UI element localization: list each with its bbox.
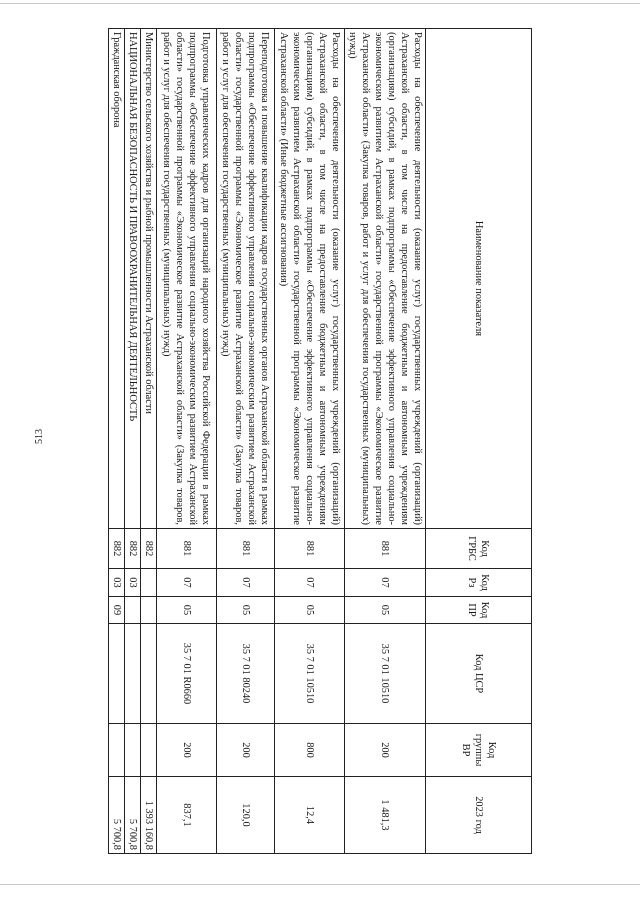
cell-name: Гражданская оборона <box>109 29 125 529</box>
cell-rz: 07 <box>217 569 275 597</box>
cell-csr: 35 7 01 R0660 <box>157 624 217 724</box>
table-row <box>141 29 157 854</box>
cell-name: Подготовка управленческих кадров для организаций народного хозяйства Российской Федерации в рамках подпрограммы «Обеспечение эффективного управления социально-экономическим развитием Астраханской области» государственной программы «Экономическое развитие Астраханской области» (Закупка товаров, работ и услуг для обеспечения государственных (муниципальных) нужд) <box>157 29 217 529</box>
header-pr: Код ПР <box>426 597 532 624</box>
header-csr: Код ЦСР <box>426 624 532 724</box>
cell-pr: 05 <box>275 597 345 624</box>
table-row <box>157 29 217 854</box>
cell-name: Министерство сельского хозяйства и рыбной промышленности Астраханской области <box>141 29 157 529</box>
cell-amount: 5 700,8 <box>109 777 125 854</box>
cell-csr: 35 7 01 80240 <box>217 624 275 724</box>
cell-name: Расходы на обеспечение деятельности (оказание услуг) государственных учреждений (организаций) Астраханской области, в том числе на предоставление бюджетным и автономным учреждениям (организациям) субсидий, в рамках подпрограммы «Обеспечение эффективного управления социально-экономическим развитием Астраханской области» государственной программы «Экономическое развитие Астраханской области» (Закупка товаров, работ и услуг для обеспечения государственных (муниципальных) нужд) <box>345 29 426 529</box>
header-amount: 2023 год <box>426 777 532 854</box>
cell-vr: 200 <box>217 724 275 777</box>
scan-edge-bottom <box>0 884 640 885</box>
cell-vr: 800 <box>275 724 345 777</box>
cell-grbs: 881 <box>345 529 426 569</box>
cell-pr <box>125 597 141 624</box>
cell-csr: 35 7 01 10510 <box>345 624 426 724</box>
cell-rz: 03 <box>109 569 125 597</box>
table-row <box>275 29 345 854</box>
cell-pr <box>141 597 157 624</box>
table-row <box>125 29 141 854</box>
table-row <box>109 29 125 854</box>
cell-rz: 07 <box>275 569 345 597</box>
cell-grbs: 881 <box>157 529 217 569</box>
table-row <box>345 29 426 854</box>
cell-pr: 09 <box>109 597 125 624</box>
table-row <box>217 29 275 854</box>
header-grbs: Код ГРБС <box>426 529 532 569</box>
cell-amount: 120,0 <box>217 777 275 854</box>
header-vr: Код группы ВР <box>426 724 532 777</box>
cell-amount: 12,4 <box>275 777 345 854</box>
header-name: Наименование показателя <box>426 29 532 529</box>
table-header-row <box>426 29 532 854</box>
cell-rz <box>141 569 157 597</box>
cell-amount: 5 700,8 <box>125 777 141 854</box>
cell-pr: 05 <box>217 597 275 624</box>
cell-pr: 05 <box>345 597 426 624</box>
cell-vr: 200 <box>345 724 426 777</box>
cell-csr <box>125 624 141 724</box>
cell-grbs: 882 <box>125 529 141 569</box>
cell-vr <box>141 724 157 777</box>
cell-rz: 07 <box>157 569 217 597</box>
cell-grbs: 881 <box>275 529 345 569</box>
page-number: 513 <box>34 429 45 444</box>
cell-name: НАЦИОНАЛЬНАЯ БЕЗОПАСНОСТЬ И ПРАВООХРАНИТЕЛЬНАЯ ДЕЯТЕЛЬНОСТЬ <box>125 29 141 529</box>
cell-vr <box>109 724 125 777</box>
cell-rz: 07 <box>345 569 426 597</box>
budget-table-rotated <box>111 28 532 853</box>
cell-grbs: 881 <box>217 529 275 569</box>
cell-vr: 200 <box>157 724 217 777</box>
cell-rz: 03 <box>125 569 141 597</box>
cell-amount: 837,1 <box>157 777 217 854</box>
cell-csr: 35 7 01 10510 <box>275 624 345 724</box>
cell-grbs: 882 <box>141 529 157 569</box>
cell-grbs: 882 <box>109 529 125 569</box>
cell-pr: 05 <box>157 597 217 624</box>
cell-amount: 1 393 160,8 <box>141 777 157 854</box>
cell-csr <box>141 624 157 724</box>
scan-edge-top <box>0 3 640 4</box>
cell-vr <box>125 724 141 777</box>
budget-table <box>108 28 532 854</box>
cell-name: Переподготовка и повышение квалификации кадров государственных органов Астраханской области в рамках подпрограммы «Обеспечение эффективного управления социально-экономическим развитием Астраханской области» государственной программы «Экономическое развитие Астраханской области» (Закупка товаров, работ и услуг для обеспечения государственных (муниципальных) нужд) <box>217 29 275 529</box>
cell-name: Расходы на обеспечение деятельности (оказание услуг) государственных учреждений (организаций) Астраханской области, в том числе на предоставление бюджетным и автономным учреждениям (организациям) субсидий, в рамках подпрограммы «Обеспечение эффективного управления социально-экономическим развитием Астраханской области» государственной программы «Экономическое развитие Астраханской области» (Иные бюджетные ассигнования) <box>275 29 345 529</box>
cell-csr <box>109 624 125 724</box>
cell-amount: 1 481,3 <box>345 777 426 854</box>
header-rz: Код Рз <box>426 569 532 597</box>
